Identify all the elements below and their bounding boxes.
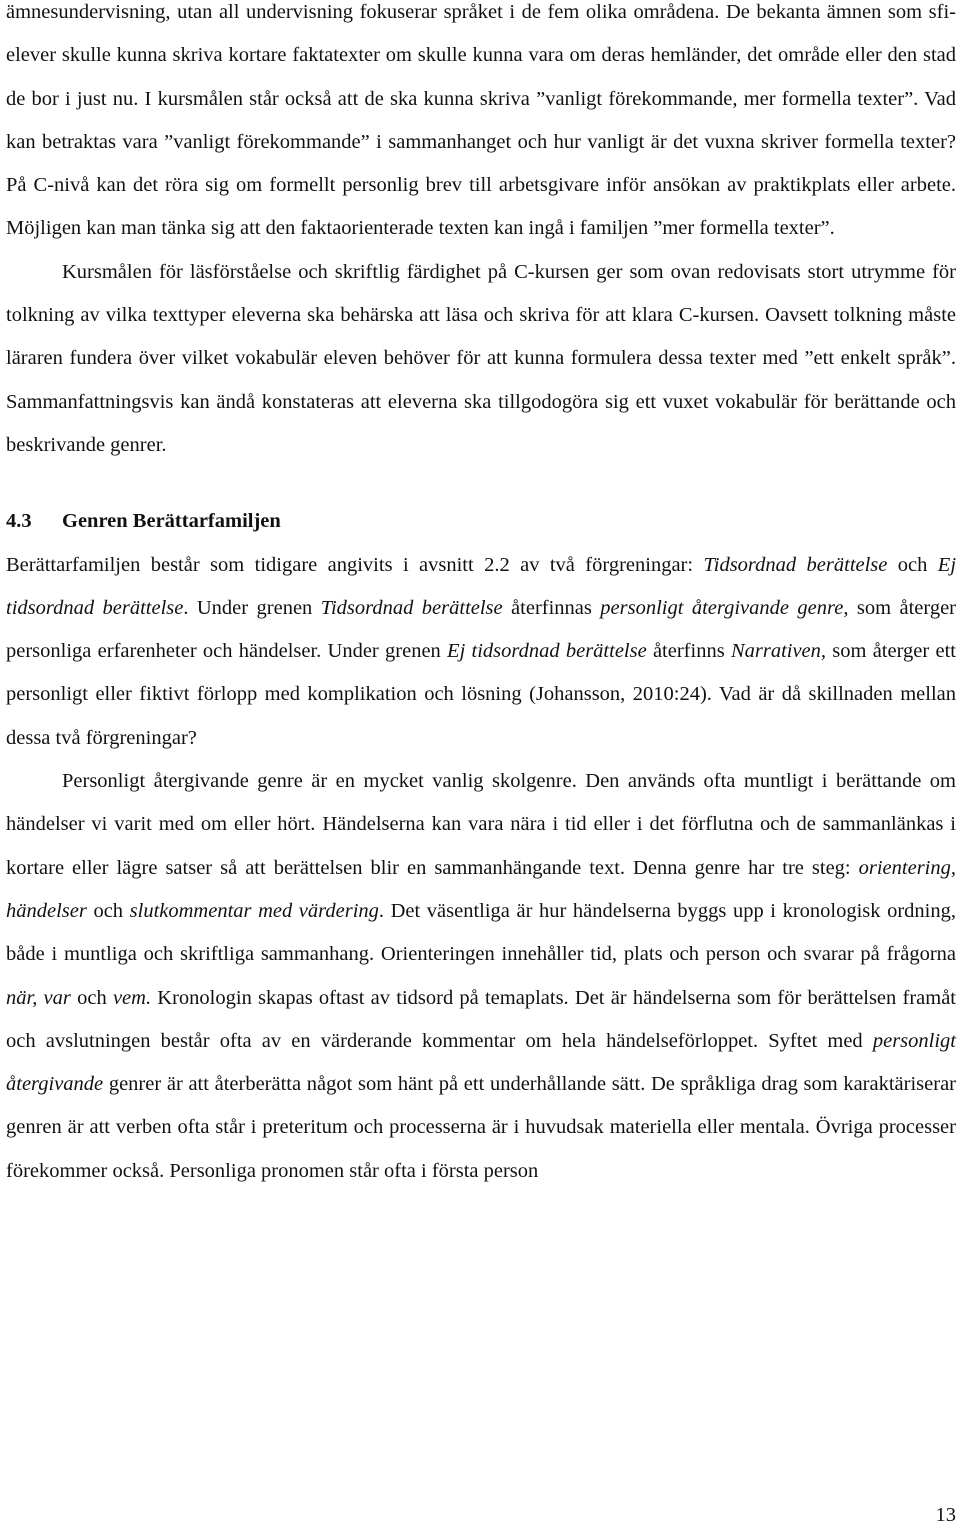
italic-term: när, var [6, 986, 71, 1009]
text-span: och [70, 986, 113, 1009]
document-page [6, 0, 956, 1193]
italic-term: slutkommentar med värdering [129, 899, 379, 922]
text-span: och [86, 899, 130, 922]
italic-term: personligt återgivande genre, [600, 596, 849, 619]
text-span: Kronologin skapas oftast av tidsord på temaplats. Det är händelserna som för berättelsen framåt och avslutningen består ofta av en värderande kommentar om hela händelseförloppet. Syftet med [6, 986, 956, 1052]
text-span: genrer är att återberätta något som hänt på ett underhållande sätt. De språkliga drag som karaktäriserar genren är att verben ofta står i preteritum och processerna är i huvudsak materiella eller mentala. Övriga processer förekommer också. Personliga pronomen står ofta i första person [6, 1073, 956, 1182]
italic-term: vem. [112, 986, 152, 1009]
text-span: återfinns [646, 640, 731, 663]
italic-term: Narrativen, [730, 640, 827, 663]
text-span: Berättarfamiljen består som tidigare angivits i avsnitt 2.2 av två förgreningar: [6, 553, 704, 576]
italic-term: Ej tidsordnad berättelse [447, 640, 647, 663]
text-span: Personligt återgivande genre är en mycket vanlig skolgenre. Den används ofta muntligt i berättande om händelser vi varit med om eller hört. Händelserna kan vara nära i tid eller i det förflutna och de sammanlänkas i kortare eller lägre satser så att berättelsen blir en sammanhängande text. Denna genre har tre steg: [6, 770, 956, 879]
italic-term: personligt återgivande [6, 1029, 956, 1096]
text-span: som återger ett personligt eller fiktivt förlopp med komplikation och lösning (Johansson, 2010:24). Vad är då skillnaden mellan dessa två förgreningar? [6, 640, 956, 749]
paragraph-sfi-texts: ämnesundervisning, utan all undervisning fokuserar språket i de fem olika områdena. De bekanta ämnen som sfi-elever skulle kunna skriva kortare faktatexter om skulle kunna vara om deras hemländer, det område eller den stad de bor i just nu. I kursmålen står också att de ska kunna skriva ”vanligt förekommande, mer formella texter”. Vad kan betraktas vara ”vanligt förekommande” i sammanhanget och hur vanligt är det vuxna skriver formella texter? På C-nivå kan det röra sig om formellt personlig brev till arbetsgivare inför ansökan av praktikplats eller arbete. Möjligen kan man tänka sig att den faktaorienterade texten kan ingå i familjen ”mer formella texter”. [6, 1, 956, 240]
page-number: 13 [935, 1504, 956, 1526]
paragraph-berattarfamiljen [6, 544, 956, 760]
text-span: som återger personliga erfarenheter och händelser. Under grenen [6, 596, 956, 663]
italic-term: Tidsordnad berättelse [703, 553, 888, 576]
section-number: 4.3 [6, 510, 32, 533]
text-span: återfinnas [502, 596, 601, 619]
paragraph-personligt-atergivande [6, 760, 956, 1193]
italic-term: Tidsordnad berättelse [320, 596, 503, 619]
text-span: . Det väsentliga är hur händelserna byggs upp i kronologisk ordning, både i muntliga och skriftliga sammanhang. Orienteringen innehåller tid, plats och person och svarar på frågorna [6, 899, 957, 966]
italic-term: orientering, händelser [6, 856, 956, 922]
text-span: . Under grenen [183, 596, 321, 619]
section-title: Genren Berättarfamiljen [62, 510, 281, 533]
paragraph-kursmal: Kursmålen för läsförståelse och skriftlig färdighet på C-kursen ger som ovan redovisats stort utrymme för tolkning av vilka texttyper eleverna ska behärska att läsa och skriva för att klara C-kursen. Oavsett tolkning måste läraren fundera över vilket vokabulär eleven behöver för att kunna formulera dessa texter med ”ett enkelt språk”. Sammanfattningsvis kan ändå konstateras att eleverna ska tillgodogöra sig ett vuxet vokabulär för berättande och beskrivande genrer. [6, 260, 956, 456]
italic-term: Ej tidsordnad berättelse [6, 553, 957, 619]
section-heading [6, 500, 956, 543]
text-span: och [887, 553, 938, 576]
